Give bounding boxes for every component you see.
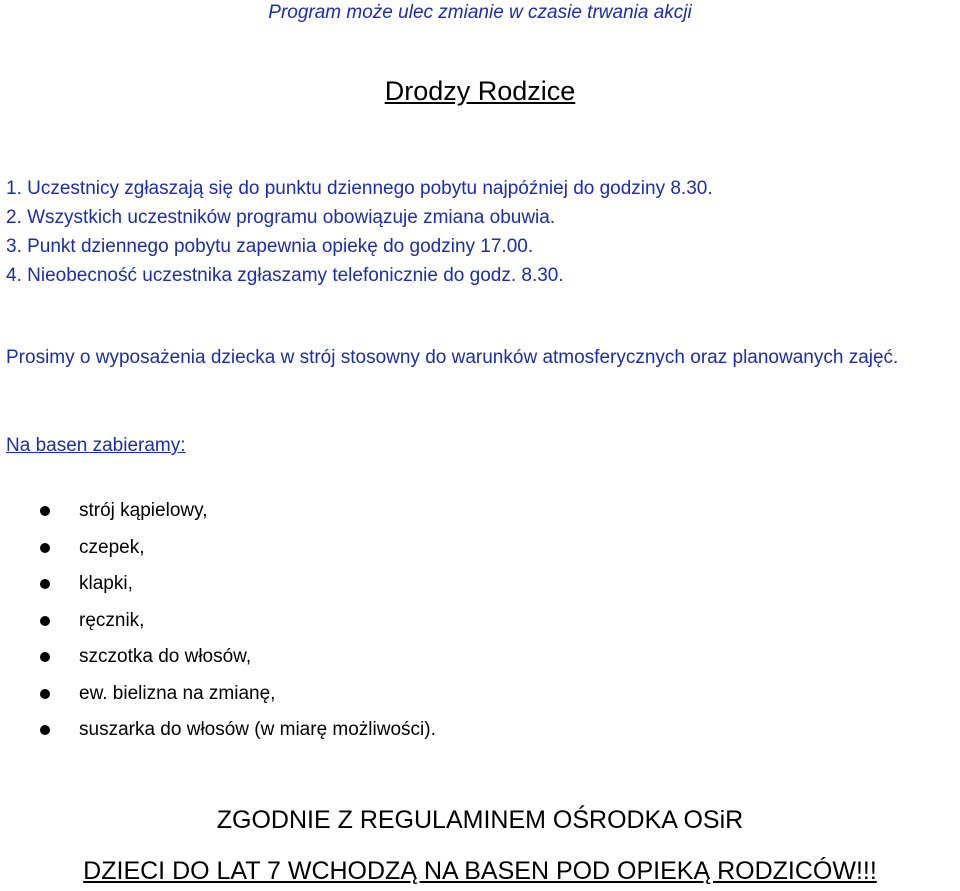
list-item — [40, 712, 436, 749]
bullet-icon — [40, 506, 50, 516]
rule-item: 4. Nieobecność uczestnika zgłaszamy telefonicznie do godz. 8.30. — [6, 265, 564, 286]
pool-heading: Na basen zabieramy: — [6, 435, 186, 456]
list-item-label: czepek, — [79, 536, 145, 558]
page-title: Drodzy Rodzice — [384, 76, 576, 106]
list-item-label: strój kąpielowy, — [79, 500, 208, 521]
bullet-icon — [40, 652, 50, 662]
list-item-label: ew. bielizna na zmianę, — [79, 682, 276, 704]
list-item — [40, 603, 436, 640]
bullet-icon — [40, 725, 50, 735]
rule-item: 1. Uczestnicy zgłaszają się do punktu dziennego pobytu najpóźniej do godziny 8.30. — [6, 178, 713, 199]
bullet-icon — [40, 689, 50, 699]
list-item — [40, 639, 436, 676]
list-item — [40, 530, 436, 567]
list-item-label: klapki, — [79, 573, 133, 594]
list-item-label: szczotka do włosów, — [79, 646, 252, 667]
list-item-label: ręcznik, — [79, 609, 145, 631]
list-item — [40, 566, 436, 603]
program-change-note: Program może ulec zmianie w czasie trwania akcji — [268, 2, 692, 23]
list-item — [40, 493, 436, 530]
rule-item: 2. Wszystkich uczestników programu obowiązuje zmiana obuwia. — [6, 207, 556, 228]
pool-items-list — [40, 493, 436, 749]
children-supervision-notice: DZIECI DO LAT 7 WCHODZĄ NA BASEN POD OPIEKĄ RODZICÓW!!! — [83, 857, 877, 885]
bullet-icon — [40, 616, 50, 626]
list-item-label: suszarka do włosów (w miarę możliwości). — [79, 719, 436, 740]
list-item — [40, 676, 436, 713]
bullet-icon — [40, 543, 50, 553]
regulation-notice: ZGODNIE Z REGULAMINEM OŚRODKA OSiR — [216, 806, 744, 834]
clothing-paragraph: Prosimy o wyposażenia dziecka w strój stosowny do warunków atmosferycznych oraz planowanych zajęć. — [6, 347, 899, 368]
rule-item: 3. Punkt dziennego pobytu zapewnia opiekę do godziny 17.00. — [6, 236, 534, 257]
rules-list — [6, 174, 713, 290]
bullet-icon — [40, 579, 50, 589]
